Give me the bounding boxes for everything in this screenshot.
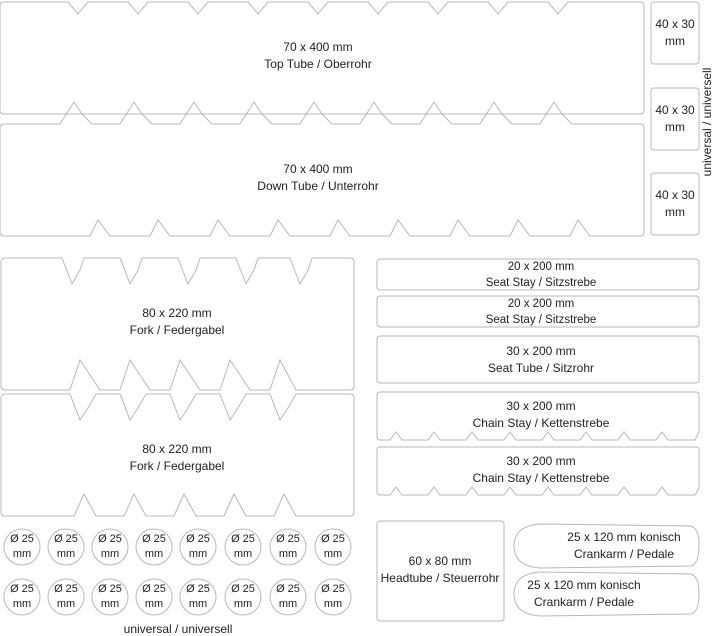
small-3-unit: mm xyxy=(665,205,685,219)
small-2-size: 40 x 30 xyxy=(655,103,695,117)
dot-label xyxy=(98,582,122,612)
headtube-name: Headtube / Steuerrohr xyxy=(380,571,500,585)
dot-unit: mm xyxy=(12,548,32,560)
seat-tube-name: Seat Tube / Sitzrohr xyxy=(487,361,595,375)
fork-1-label xyxy=(130,305,225,339)
dot-label xyxy=(142,532,166,562)
dot-diameter: Ø 25 xyxy=(54,583,78,595)
down-tube-label xyxy=(257,161,378,195)
top-tube-label xyxy=(264,39,371,73)
small-1-size: 40 x 30 xyxy=(655,17,695,31)
dot-label xyxy=(54,532,78,562)
dot-diameter: Ø 25 xyxy=(276,533,300,545)
dot-label xyxy=(186,532,210,562)
seat-stay-1-size: 20 x 200 mm xyxy=(507,261,575,273)
seat-stay-1-name: Seat Stay / Sitzstrebe xyxy=(485,277,597,289)
seat-tube-label xyxy=(488,343,594,377)
dot-unit: mm xyxy=(12,598,32,610)
dot-unit: mm xyxy=(233,548,253,560)
dot-diameter: Ø 25 xyxy=(98,583,122,595)
crank-1-name: Crankarm / Pedale xyxy=(573,547,675,561)
small-2-unit: mm xyxy=(665,120,685,134)
chain-stay-2-label xyxy=(473,453,610,487)
small-2-label xyxy=(655,102,694,136)
seat-stay-2-name: Seat Stay / Sitzstrebe xyxy=(485,314,597,326)
fork-1-size: 80 x 220 mm xyxy=(142,306,212,320)
dot-unit: mm xyxy=(100,548,120,560)
dot-diameter: Ø 25 xyxy=(54,533,78,545)
dot-label xyxy=(321,532,345,562)
dot-label xyxy=(10,582,34,612)
seat-stay-2-label xyxy=(486,296,597,328)
crank-2-name: Crankarm / Pedale xyxy=(533,595,635,609)
chain-stay-1-name: Chain Stay / Kettenstrebe xyxy=(472,416,610,430)
dot-diameter: Ø 25 xyxy=(321,583,345,595)
fork-2-size: 80 x 220 mm xyxy=(142,442,212,456)
down-tube-name: Down Tube / Unterrohr xyxy=(257,179,379,193)
dot-diameter: Ø 25 xyxy=(98,533,122,545)
headtube-size: 60 x 80 mm xyxy=(408,554,472,568)
dot-unit: mm xyxy=(233,598,253,610)
dot-diameter: Ø 25 xyxy=(276,583,300,595)
dot-diameter: Ø 25 xyxy=(231,533,255,545)
crank-1-size: 25 x 120 mm konisch xyxy=(567,530,681,544)
fork-1-name: Fork / Federgabel xyxy=(129,323,225,337)
dot-unit: mm xyxy=(323,548,343,560)
seat-stay-2-size: 20 x 200 mm xyxy=(507,298,575,310)
side-note: universal / universell xyxy=(700,67,714,177)
bottom-note: universal / universell xyxy=(123,622,233,636)
small-3-size: 40 x 30 xyxy=(655,188,695,202)
chain-stay-2-size: 30 x 200 mm xyxy=(506,454,576,468)
dot-label xyxy=(276,582,300,612)
down-tube-size: 70 x 400 mm xyxy=(283,162,353,176)
seat-stay-1-label xyxy=(486,259,597,291)
dot-diameter: Ø 25 xyxy=(10,583,34,595)
dot-unit: mm xyxy=(144,548,164,560)
dot-unit: mm xyxy=(56,548,76,560)
crank-2-label xyxy=(527,577,640,611)
dot-label xyxy=(10,532,34,562)
dot-label xyxy=(98,532,122,562)
dot-label xyxy=(54,582,78,612)
dot-label xyxy=(321,582,345,612)
dot-diameter: Ø 25 xyxy=(142,533,166,545)
chain-stay-1-label xyxy=(473,398,610,432)
dot-unit: mm xyxy=(100,598,120,610)
dot-unit: mm xyxy=(188,598,208,610)
headtube-label xyxy=(381,553,500,587)
dot-unit: mm xyxy=(144,598,164,610)
dot-unit: mm xyxy=(278,598,298,610)
chain-stay-2-name: Chain Stay / Kettenstrebe xyxy=(472,471,610,485)
top-tube-name: Top Tube / Oberrohr xyxy=(264,57,372,71)
crank-2-size: 25 x 120 mm konisch xyxy=(527,578,641,592)
dot-label xyxy=(231,532,255,562)
fork-2-label xyxy=(130,441,225,475)
chain-stay-1-size: 30 x 200 mm xyxy=(506,399,576,413)
dot-label xyxy=(186,582,210,612)
dot-diameter: Ø 25 xyxy=(186,583,210,595)
dot-unit: mm xyxy=(323,598,343,610)
dot-diameter: Ø 25 xyxy=(10,533,34,545)
small-1-label xyxy=(655,16,694,50)
top-tube-size: 70 x 400 mm xyxy=(283,40,353,54)
crank-1-label xyxy=(567,529,680,563)
dot-label xyxy=(276,532,300,562)
fork-2-name: Fork / Federgabel xyxy=(129,459,225,473)
dot-label xyxy=(142,582,166,612)
dot-diameter: Ø 25 xyxy=(186,533,210,545)
dot-diameter: Ø 25 xyxy=(142,583,166,595)
dot-diameter: Ø 25 xyxy=(321,533,345,545)
dot-unit: mm xyxy=(56,598,76,610)
small-1-unit: mm xyxy=(665,34,685,48)
dot-unit: mm xyxy=(278,548,298,560)
dot-unit: mm xyxy=(188,548,208,560)
small-3-label xyxy=(655,187,694,221)
dot-label xyxy=(231,582,255,612)
seat-tube-size: 30 x 200 mm xyxy=(506,344,576,358)
dot-diameter: Ø 25 xyxy=(231,583,255,595)
